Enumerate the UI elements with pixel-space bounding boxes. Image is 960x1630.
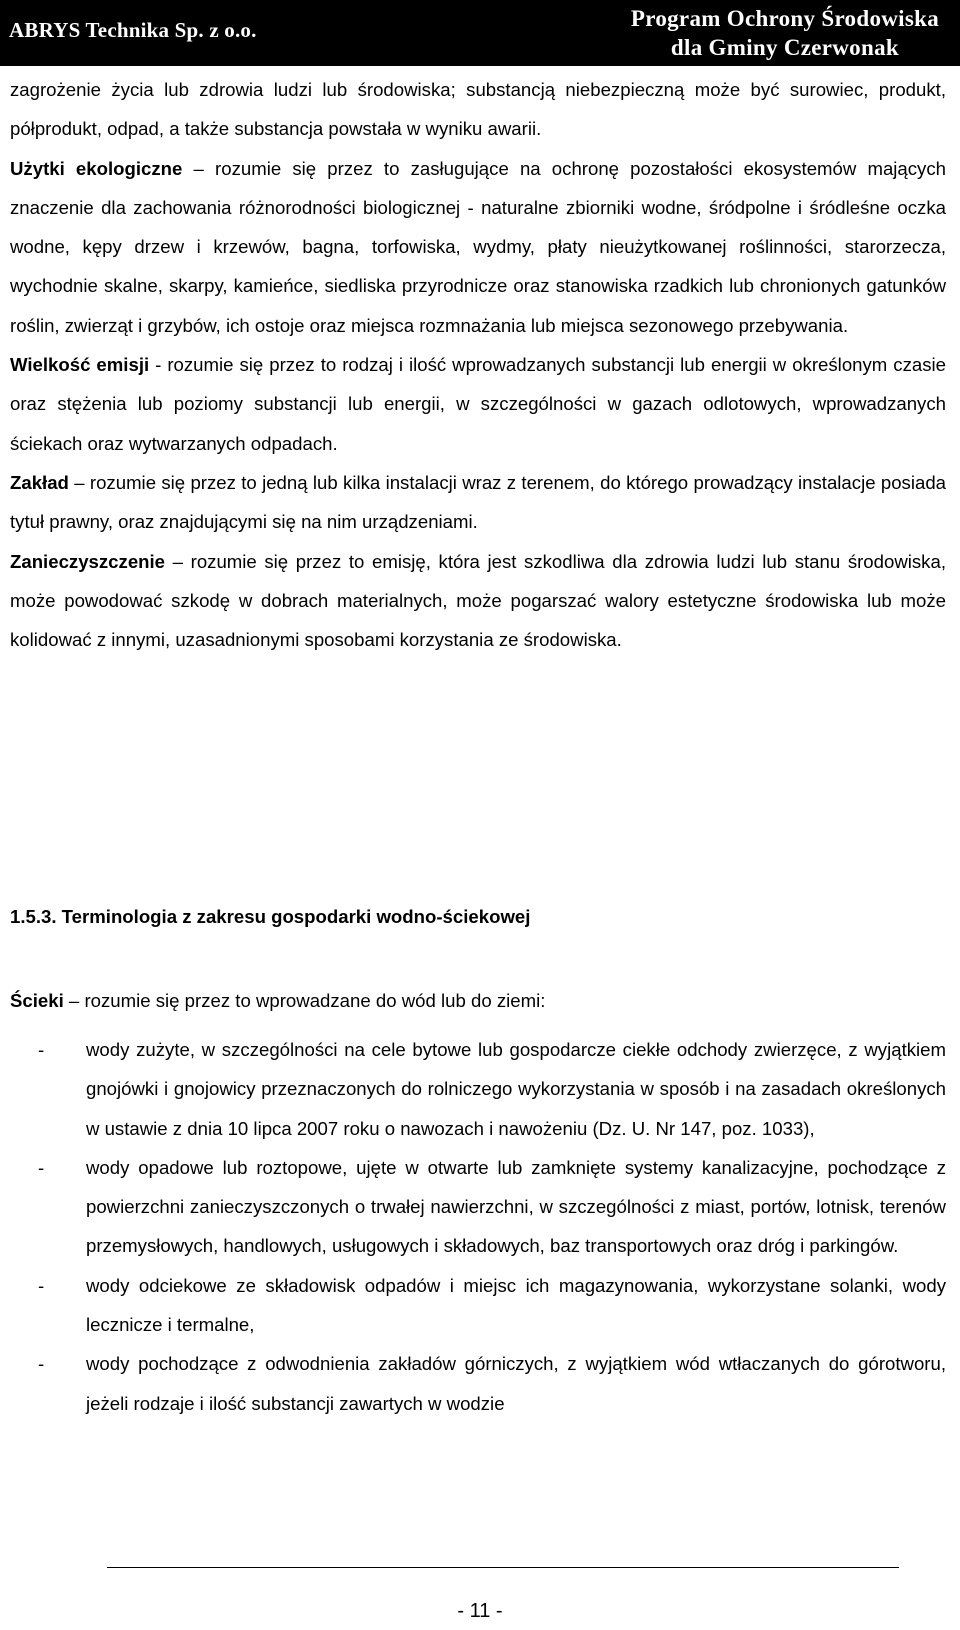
program-title-line2: dla Gminy Czerwonak xyxy=(670,35,899,60)
definition-zanieczyszczenie: – rozumie się przez to emisję, która jest szkodliwa dla zdrowia ludzi lub stanu środowiska, może powodować szkodę w dobrach materialnych, może pogarszać walory estetyczne środowiska lub może kolidować z innymi, uzasadnionymi sposobami korzystania ze środowiska. xyxy=(10,550,946,651)
term-zanieczyszczenie: Zanieczyszczenie xyxy=(10,550,166,572)
list-dash: - xyxy=(38,1039,45,1060)
list-item xyxy=(10,1030,946,1148)
term-scieki: Ścieki xyxy=(10,990,64,1011)
paragraph-scieki xyxy=(10,990,545,1012)
list-item-text: wody pochodzące z odwodnienia zakładów górniczych, z wyjątkiem wód wtłaczanych do górotworu, jeżeli rodzaje i ilość substancji zawartych w wodzie xyxy=(86,1353,946,1414)
program-title-line1: Program Ochrony Środowiska xyxy=(630,6,939,31)
list-item-text: wody opadowe lub roztopowe, ujęte w otwarte lub zamknięte systemy kanalizacyjne, pochodzące z powierzchni zanieczyszczonych o trwałej nawierzchni, w szczególności z miast, portów, lotnisk, terenów przemysłowych, handlowych, usługowych i składowych, baz transportowych oraz dróg i parkingów. xyxy=(86,1156,946,1257)
definition-zaklad: – rozumie się przez to jedną lub kilka instalacji wraz z terenem, do którego prowadzący instalacje posiada tytuł prawny, oraz znajdującymi się na nim urządzeniami. xyxy=(10,471,946,533)
company-name: ABRYS Technika Sp. z o.o. xyxy=(9,18,257,42)
definition-wielkosc-emisji: - rozumie się przez to rodzaj i ilość wprowadzanych substancji lub energii w określonym czasie oraz stężenia lub poziomy substancji lub energii, w szczególności w gazach odlotowych, wprowadzanych ściekach oraz wytwarzanych odpadach. xyxy=(10,354,946,454)
list-item xyxy=(10,1266,946,1345)
paragraph-wielkosc-emisji xyxy=(10,345,946,463)
list-item xyxy=(10,1148,946,1266)
list-item-text: wody zużyte, w szczególności na cele bytowe lub gospodarcze ciekłe odchody zwierzęce, z wyjątkiem gnojówki i gnojowicy przeznaczonych do rolniczego wykorzystania w sposób i na zasadach określonych w ustawie z dnia 10 lipca 2007 roku o nawozach i nawożeniu (Dz. U. Nr 147, poz. 1033), xyxy=(86,1039,946,1139)
list-item xyxy=(10,1344,946,1423)
page-number: - 11 - xyxy=(457,1600,503,1622)
term-zaklad: Zakład xyxy=(10,471,69,493)
list-dash: - xyxy=(38,1274,45,1296)
paragraph-hazard-continuation: zagrożenie życia lub zdrowia ludzi lub środowiska; substancją niebezpieczną może być surowiec, produkt, półprodukt, odpad, a także substancja powstała w wyniku awarii. xyxy=(10,79,946,140)
term-wielkosc-emisji: Wielkość emisji xyxy=(10,354,150,376)
footer-divider xyxy=(107,1567,899,1568)
paragraph-zanieczyszczenie xyxy=(10,542,946,660)
page-header xyxy=(0,0,960,66)
list-dash: - xyxy=(38,1353,45,1375)
definition-scieki: – rozumie się przez to wprowadzane do wód lub do ziemi: xyxy=(63,990,546,1011)
paragraph-uzytki-ekologiczne xyxy=(10,149,946,345)
term-uzytki-ekologiczne: Użytki ekologiczne xyxy=(10,157,183,179)
definition-uzytki-ekologiczne: – rozumie się przez to zasługujące na ochronę pozostałości ekosystemów mających znaczenie dla zachowania różnorodności biologicznej - naturalne zbiorniki wodne, śródpolne i śródleśne oczka wodne, kępy drzew i krzewów, bagna, torfowiska, wydmy, płaty nieużytkowanej roślinności, starorzecza, wychodnie skalne, skarpy, kamieńce, siedliska przyrodnicze oraz stanowiska rzadkich lub chronionych gatunków roślin, zwierząt i grzybów, ich ostoje oraz miejsca rozmnażania lub miejsca sezonowego przebywania. xyxy=(10,157,946,336)
scieki-list xyxy=(10,1030,946,1423)
paragraph-zaklad xyxy=(10,463,946,542)
document-body xyxy=(10,70,946,659)
list-item-text: wody odciekowe ze składowisk odpadów i miejsc ich magazynowania, wykorzystane solanki, wody lecznicze i termalne, xyxy=(86,1274,946,1336)
program-title xyxy=(631,4,939,62)
list-dash: - xyxy=(38,1156,45,1178)
section-heading: 1.5.3. Terminologia z zakresu gospodarki wodno-ściekowej xyxy=(10,906,531,927)
